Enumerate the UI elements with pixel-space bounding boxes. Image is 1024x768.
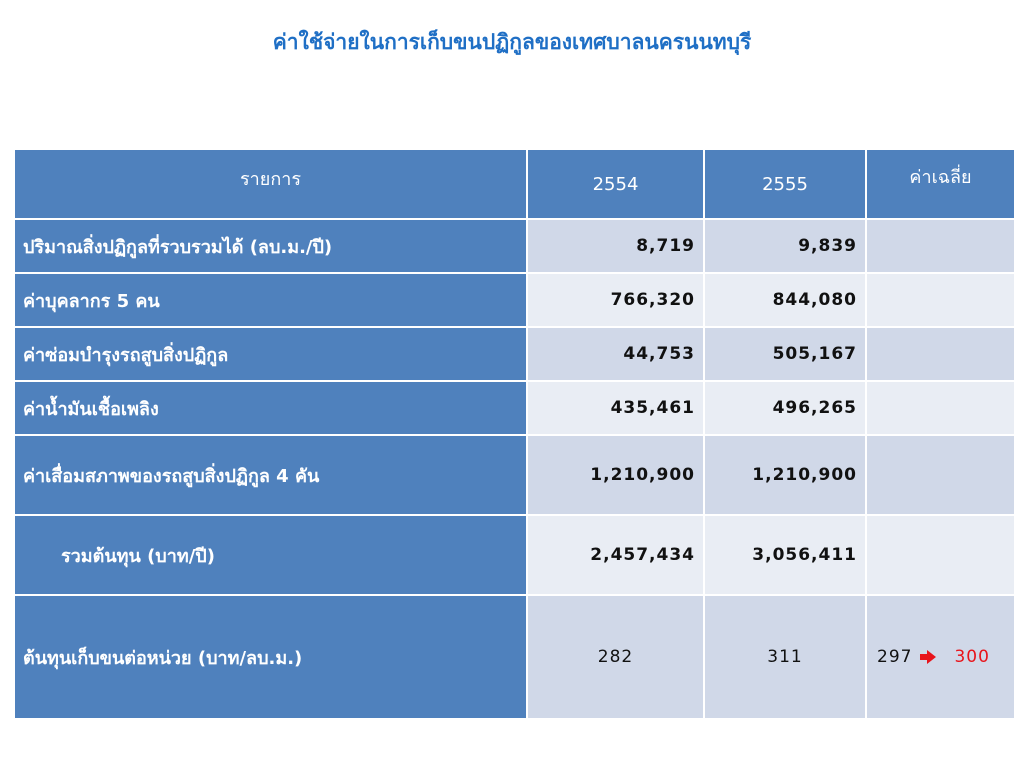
row-label: ค่าบุคลากร 5 คน (14, 273, 527, 327)
column-header-2555: 2555 (704, 149, 866, 219)
value-average (866, 327, 1015, 381)
value-2554: 8,719 (527, 219, 704, 273)
average-value: 297 (877, 647, 913, 667)
row-label: ต้นทุนเก็บขนต่อหน่วย (บาท/ลบ.ม.) (14, 595, 527, 719)
value-average (866, 219, 1015, 273)
value-2554: 2,457,434 (527, 515, 704, 595)
value-average (866, 435, 1015, 515)
column-header-item: รายการ (14, 149, 527, 219)
table-row (14, 515, 1015, 595)
value-average (866, 381, 1015, 435)
value-average (866, 273, 1015, 327)
value-2554: 766,320 (527, 273, 704, 327)
arrow-right-icon (920, 651, 936, 663)
value-2555: 1,210,900 (704, 435, 866, 515)
table-row (14, 381, 1015, 435)
value-2555: 311 (704, 595, 866, 719)
cost-table (13, 148, 1016, 720)
table-row (14, 327, 1015, 381)
value-average (866, 595, 1015, 719)
page-title: ค่าใช้จ่ายในการเก็บขนปฏิกูลของเทศบาลนครนนทบุรี (272, 30, 752, 54)
row-label: ค่าน้ำมันเชื้อเพลิง (14, 381, 527, 435)
row-label: รวมต้นทุน (บาท/ปี) (14, 515, 527, 595)
value-2554: 1,210,900 (527, 435, 704, 515)
average-rounded-value: 300 (954, 647, 990, 667)
value-2554: 435,461 (527, 381, 704, 435)
value-2555: 505,167 (704, 327, 866, 381)
value-2555: 496,265 (704, 381, 866, 435)
table-row (14, 219, 1015, 273)
row-label: ปริมาณสิ่งปฏิกูลที่รวบรวมได้ (ลบ.ม./ปี) (14, 219, 527, 273)
table-row (14, 595, 1015, 719)
value-average (866, 515, 1015, 595)
table-row (14, 273, 1015, 327)
table-row (14, 435, 1015, 515)
column-header-2554: 2554 (527, 149, 704, 219)
value-2555: 9,839 (704, 219, 866, 273)
row-label: ค่าเสื่อมสภาพของรถสูบสิ่งปฏิกูล 4 คัน (14, 435, 527, 515)
table-header-row (14, 149, 1015, 219)
value-2555: 3,056,411 (704, 515, 866, 595)
value-2554: 282 (527, 595, 704, 719)
value-2554: 44,753 (527, 327, 704, 381)
value-2555: 844,080 (704, 273, 866, 327)
row-label: ค่าซ่อมบำรุงรถสูบสิ่งปฏิกูล (14, 327, 527, 381)
column-header-average: ค่าเฉลี่ย (866, 149, 1015, 219)
